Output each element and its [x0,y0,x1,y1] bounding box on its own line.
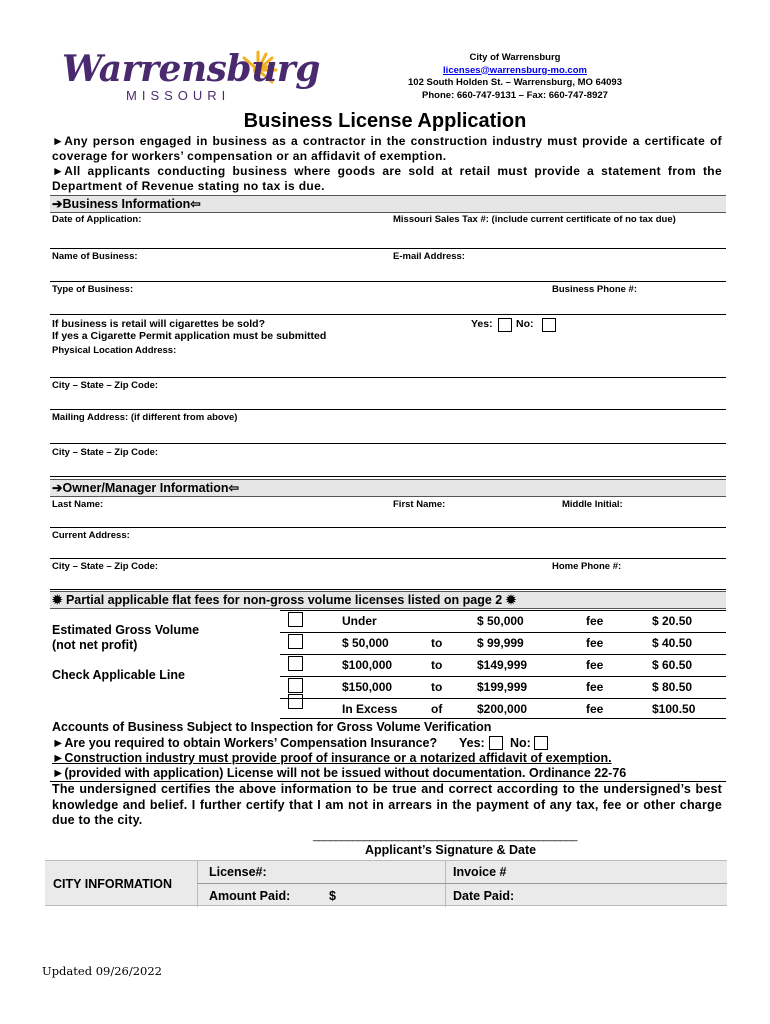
fee-range-to: to [431,658,443,672]
email-label: E-mail Address: [393,251,465,262]
header-phone: Phone: 660-747-9131 – Fax: 660-747-8927 [422,89,608,101]
arrow-right-icon: ➔ [52,197,63,211]
fee-range-to: to [431,636,443,650]
page-title: Business License Application [243,110,527,132]
physical-location-label: Physical Location Address: [52,345,177,356]
divider [280,676,726,677]
workers-comp-no-label: No: [510,736,531,750]
cigarettes-no-label: No: [516,318,534,330]
fee-word: fee [586,614,604,628]
fee-row [0,632,770,654]
intro-retail-note: ►All applicants conducting business where goods are sold at retail must provide a statement from the Department of Revenue stating no tax is due. [52,164,722,193]
check-line-label: Check Applicable Line [52,668,185,682]
documentation-note: ►(provided with application) License will not be issued without documentation. Ordinance 22-76 [52,766,627,780]
fee-range-from: $100,000 [342,658,393,672]
workers-comp-yes-checkbox[interactable] [489,736,503,750]
divider [280,654,726,655]
divider [50,589,726,590]
fee-amount: $ 20.50 [652,614,693,628]
fee-range-upper: $149,999 [477,658,528,672]
arrow-right-icon: ➔ [52,481,63,495]
fee-amount: $ 60.50 [652,658,693,672]
divider [280,718,726,719]
last-name-label: Last Name: [52,499,104,510]
divider [50,527,726,528]
amount-dollar-sign: $ [329,889,336,903]
fee-checkbox[interactable] [288,694,303,709]
certification-text: The undersigned certifies the above information to be true and correct according to the undersigned’s best knowledge and belief. I further certify that I am not in arrears in the payment of any tax, fee or other charge due to the city. [52,782,722,827]
cigarettes-yes-label: Yes: [471,318,493,330]
middle-initial-label: Middle Initial: [562,499,623,510]
divider [50,558,726,559]
workers-comp-question: ►Are you required to obtain Workers’ Compensation Insurance? [52,736,438,750]
business-phone-label: Business Phone #: [552,284,637,295]
divider [280,698,726,699]
mailing-address-label: Mailing Address: (if different from above) [52,412,238,423]
arrow-left-icon: ⇦ [228,481,239,495]
fee-word: fee [586,636,604,650]
date-of-application-label: Date of Application: [52,214,142,225]
fee-row [0,676,770,698]
sales-tax-label: Missouri Sales Tax #: (include current certificate of no tax due) [393,214,676,225]
divider [50,476,726,477]
logo-state: MISSOURI [126,88,231,103]
arrow-left-icon: ⇦ [190,197,201,211]
mailing-city-state-zip-label: City – State – Zip Code: [52,447,159,458]
owner-info-header: ➔Owner/Manager Information⇦ [50,479,726,497]
business-type-label: Type of Business: [52,284,134,295]
fee-amount: $100.50 [652,702,696,716]
header-address: 102 South Holden St. – Warrensburg, MO 64093 [408,77,622,88]
fee-checkbox[interactable] [288,656,303,671]
divider [50,409,726,410]
business-info-header: ➔Business Information⇦ [50,195,726,213]
fee-range-to: to [431,680,443,694]
cigarettes-yes-checkbox[interactable] [498,318,512,332]
cigarettes-question: If business is retail will cigarettes be sold? If yes a Cigarette Permit application must be submitted [52,318,327,342]
fee-amount: $ 40.50 [652,636,693,650]
signature-label: Applicant’s Signature & Date [365,843,537,857]
star-icon: ✹ [52,593,63,607]
owner-city-state-zip-label: City – State – Zip Code: [52,561,159,572]
fee-range-upper: $199,999 [477,680,528,694]
fee-range-from: Under [342,614,377,628]
current-address-label: Current Address: [52,530,130,541]
fee-range-to: of [431,702,443,716]
city-state-zip-label: City – State – Zip Code: [52,380,159,391]
divider [50,377,726,378]
intro-contractor-note: ►Any person engaged in business as a contractor in the construction industry must provide a certificate of coverage for workers’ compensation or an affidavit of exemption. [52,134,722,163]
fee-range-upper: $200,000 [477,702,528,716]
workers-comp-no-checkbox[interactable] [534,736,548,750]
fee-checkbox[interactable] [288,678,303,693]
business-name-label: Name of Business: [52,251,138,262]
invoice-number-label: Invoice # [453,865,507,879]
home-phone-label: Home Phone #: [552,561,622,572]
updated-date: Updated 09/26/2022 [42,964,162,978]
workers-comp-yes-label: Yes: [459,736,485,750]
city-info-heading: CITY INFORMATION [53,877,172,891]
fee-range-upper: $ 99,999 [477,636,524,650]
vertical-divider [197,861,198,907]
fee-row [0,654,770,676]
construction-proof-note: ►Construction industry must provide proof of insurance or a notarized affidavit of exemption. [52,751,612,765]
amount-paid-label: Amount Paid: [209,889,291,903]
fee-amount: $ 80.50 [652,680,693,694]
divider [50,248,726,249]
divider [280,632,726,633]
fee-word: fee [586,680,604,694]
header-org: City of Warrensburg [469,52,561,63]
fee-word: fee [586,658,604,672]
fee-row [0,698,770,720]
first-name-label: First Name: [393,499,446,510]
divider [280,610,726,611]
logo-wordmark: Warrensburg [62,48,320,90]
fee-range-from: In Excess [342,702,398,716]
fee-row [0,610,770,632]
divider [50,314,726,315]
star-icon: ✹ [505,593,517,607]
inspection-heading: Accounts of Business Subject to Inspection for Gross Volume Verification [52,720,492,734]
signature-line[interactable]: _______________________________________________ [313,830,578,842]
fees-header: ✹ Partial applicable flat fees for non-gross volume licenses listed on page 2 ✹ [50,591,726,609]
divider [50,281,726,282]
fee-range-from: $150,000 [342,680,393,694]
horizontal-divider [197,883,727,884]
fee-range-upper: $ 50,000 [477,614,524,628]
city-info-box [45,860,727,906]
fee-word: fee [586,702,604,716]
cigarettes-no-checkbox[interactable] [542,318,556,332]
date-paid-label: Date Paid: [453,889,515,903]
vertical-divider [445,861,446,907]
fee-checkbox[interactable] [288,612,303,627]
header-email-link[interactable]: licenses@warrensburg-mo.com [443,64,587,76]
header-contact [360,52,670,102]
divider [50,443,726,444]
gross-volume-label: Estimated Gross Volume (not net profit) [52,623,200,652]
city-logo [62,46,320,108]
license-number-label: License#: [209,865,267,879]
fee-range-from: $ 50,000 [342,636,389,650]
fee-checkbox[interactable] [288,634,303,649]
